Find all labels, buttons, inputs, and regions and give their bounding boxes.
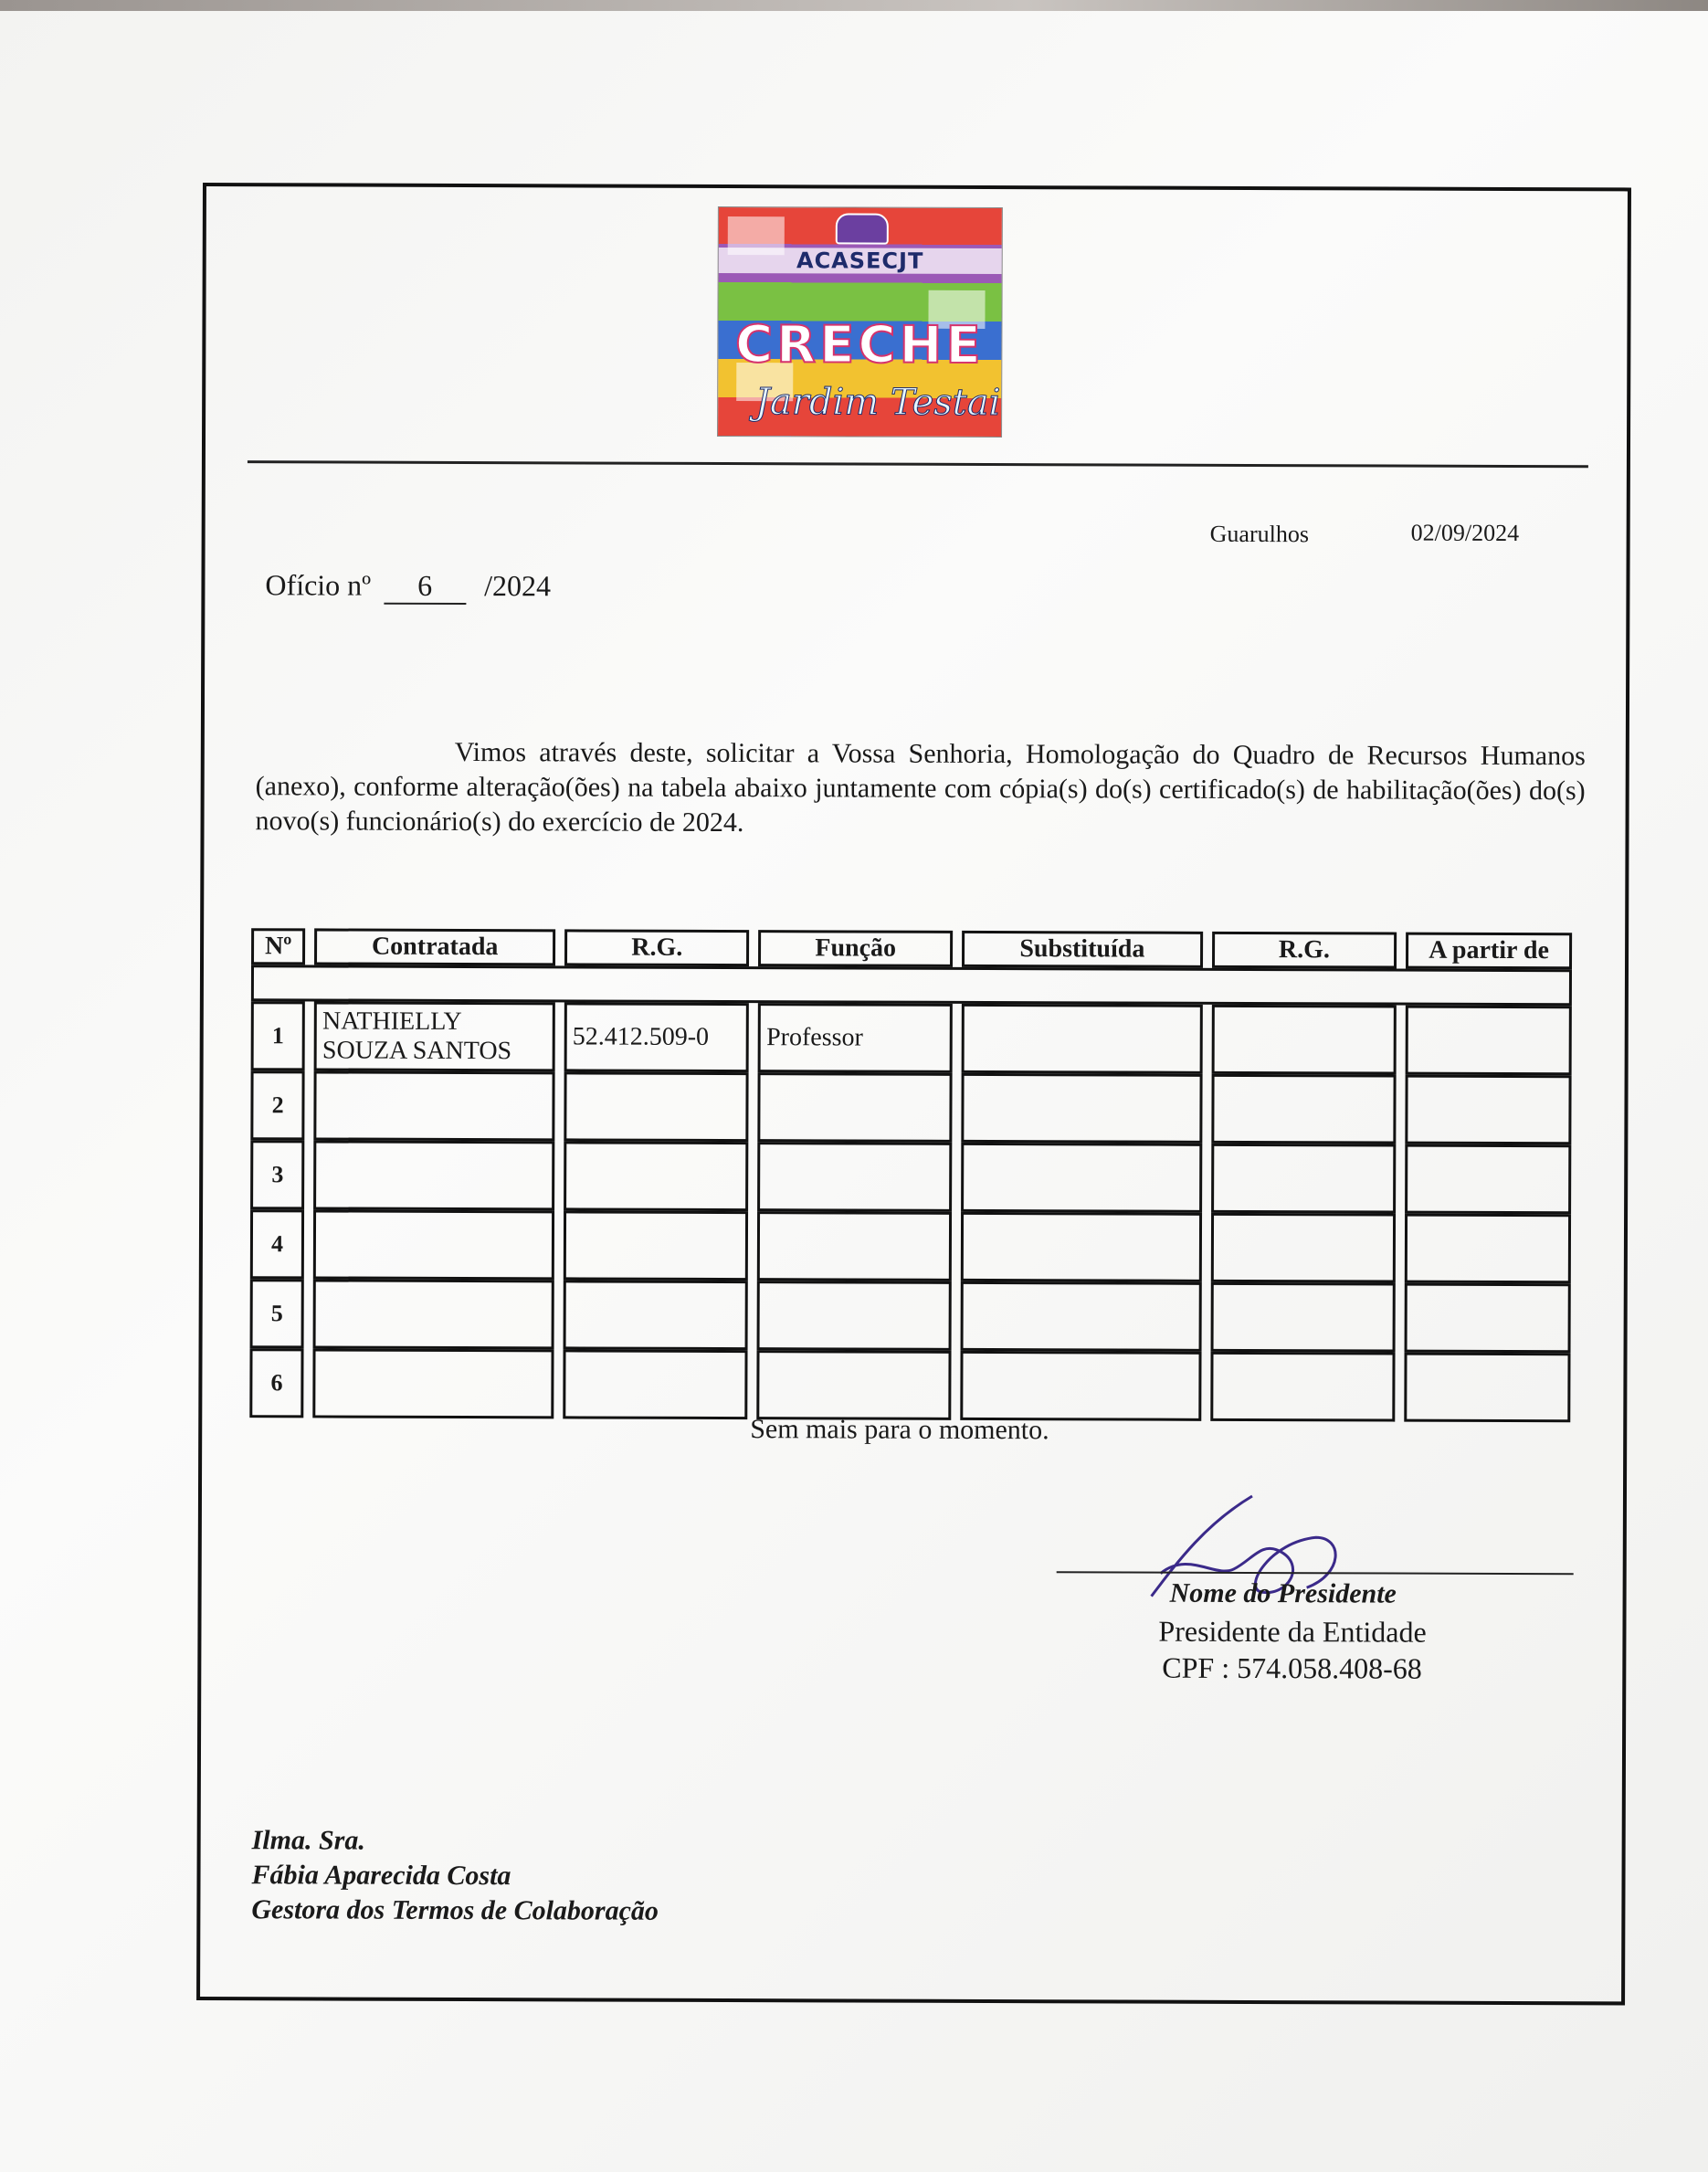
header-divider <box>248 460 1588 468</box>
cell-rg-2 <box>1210 1213 1396 1283</box>
logo-org-name: ACASECJT <box>719 248 1002 274</box>
cell-a-partir-de <box>1406 1006 1572 1076</box>
photo-edge <box>0 0 1708 11</box>
cell-contratada <box>313 1140 554 1210</box>
addressee-title: Gestora dos Termos de Colaboração <box>251 1894 659 1926</box>
row-number: 2 <box>250 1070 305 1140</box>
header-rg-2: R.G. <box>1212 932 1397 969</box>
city: Guarulhos <box>1209 520 1310 548</box>
header-rg: R.G. <box>564 929 750 966</box>
cell-substituida <box>961 1073 1202 1144</box>
cell-rg-2 <box>1210 1352 1396 1422</box>
cell-a-partir-de <box>1405 1075 1571 1145</box>
addressee-block <box>251 1823 659 1929</box>
body-paragraph: Vimos através deste, solicitar a Vossa Senhoria, Homologação do Quadro de Recursos Humanos (anexo), conforme alteração(ões) na tabela abaixo juntamente com cópia(s) do(s) certificado(s) de habilitação(ões) do(s) novo(s) funcionário(s) do exercício de 2024. <box>255 736 1586 838</box>
row-number: 3 <box>250 1140 305 1209</box>
header-substituida: Substituída <box>962 931 1203 968</box>
oficio-label: Ofício nº <box>265 568 372 602</box>
cell-substituida <box>962 1004 1203 1074</box>
addressee-name: Fábia Aparecida Costa <box>251 1860 511 1892</box>
date: 02/09/2024 <box>1410 519 1520 547</box>
cell-rg-2 <box>1211 1144 1397 1214</box>
cell-a-partir-de <box>1405 1214 1571 1284</box>
cell-rg <box>564 1210 749 1281</box>
table-row <box>249 1348 1570 1422</box>
cell-a-partir-de <box>1404 1353 1570 1423</box>
table-row <box>250 1140 1571 1214</box>
cell-rg <box>564 1280 749 1350</box>
cell-substituida <box>961 1212 1202 1282</box>
header-number: Nº <box>251 928 305 965</box>
cell-rg: 52.412.509-0 <box>564 1002 750 1072</box>
staff-table <box>240 928 1581 1422</box>
table-row <box>250 1209 1571 1283</box>
header-a-partir-de: A partir de <box>1406 933 1572 970</box>
cell-a-partir-de <box>1405 1144 1571 1215</box>
cell-funcao: Professor <box>758 1003 953 1073</box>
closing-line: Sem mais para o momento. <box>750 1414 1049 1446</box>
row-number: 5 <box>250 1279 305 1348</box>
table-row <box>250 1279 1571 1353</box>
cell-contratada <box>313 1209 554 1280</box>
logo-subtitle: Jardim Testai <box>754 381 1001 425</box>
table-row <box>251 1001 1572 1075</box>
president-name-label: Nome do Presidente <box>1169 1577 1397 1609</box>
creche-logo <box>717 206 1003 438</box>
header-funcao: Função <box>758 930 953 967</box>
cell-rg <box>563 1349 748 1419</box>
cell-rg <box>564 1071 749 1142</box>
cell-contratada <box>314 1070 555 1141</box>
cell-funcao <box>758 1072 953 1143</box>
row-number: 1 <box>251 1001 306 1070</box>
cell-funcao <box>757 1350 952 1420</box>
cell-rg <box>564 1141 749 1211</box>
cell-substituida <box>960 1351 1201 1421</box>
cell-funcao <box>757 1142 952 1212</box>
row-number: 4 <box>250 1209 305 1279</box>
cell-a-partir-de <box>1405 1283 1571 1354</box>
cell-rg-2 <box>1211 1005 1397 1075</box>
cell-contratada: NATHIELLY SOUZA SANTOS <box>314 1001 555 1071</box>
logo-creche-title: CRECHE <box>734 315 985 375</box>
table-row <box>250 1070 1571 1144</box>
document-frame <box>196 183 1631 2005</box>
crown-icon <box>836 213 889 244</box>
oficio-number-line <box>265 568 551 605</box>
cell-rg-2 <box>1210 1282 1396 1353</box>
cell-contratada <box>313 1348 554 1418</box>
cell-substituida <box>960 1281 1201 1352</box>
cell-funcao <box>757 1211 952 1281</box>
row-number: 6 <box>249 1348 304 1418</box>
table-header-row <box>251 928 1572 969</box>
cell-substituida <box>961 1143 1202 1213</box>
oficio-year: /2024 <box>484 569 552 603</box>
cell-rg-2 <box>1211 1074 1397 1144</box>
oficio-number: 6 <box>384 569 466 605</box>
cell-funcao <box>757 1281 952 1351</box>
addressee-salutation: Ilma. Sra. <box>251 1825 365 1856</box>
cell-contratada <box>313 1279 554 1349</box>
header-contratada: Contratada <box>314 928 555 965</box>
president-role: Presidente da Entidade <box>1158 1614 1427 1649</box>
president-cpf: CPF : 574.058.408-68 <box>1162 1650 1422 1685</box>
